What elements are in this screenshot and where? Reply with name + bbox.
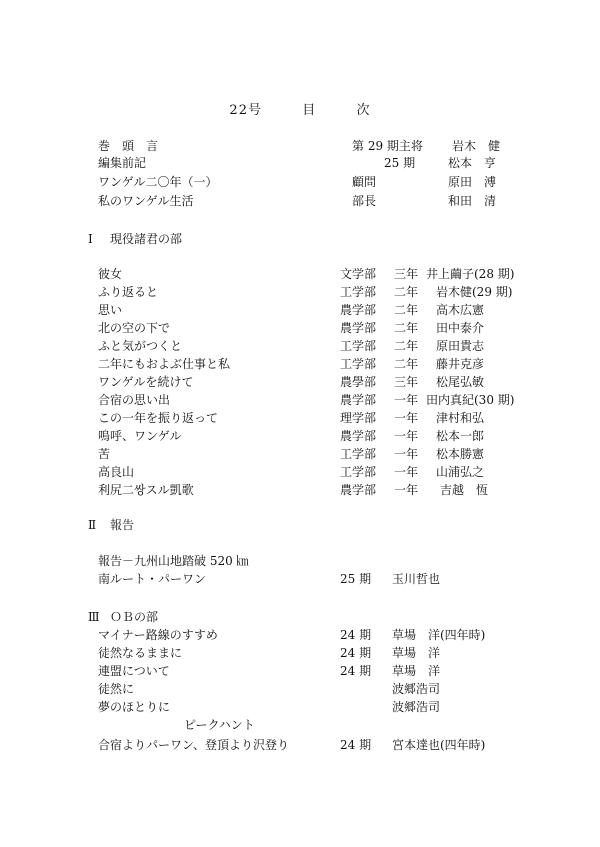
section-title: 報告 [110, 518, 135, 532]
entry-author: 草場 洋(四年時) [392, 628, 486, 642]
title-word-2: 次 [356, 103, 371, 118]
section-heading [88, 611, 158, 623]
entry-title: ふと気がつくと [98, 339, 183, 353]
entry-author: 田中泰介 [436, 321, 485, 335]
entry-affiliation: 24 期 [340, 628, 372, 642]
entry-author: 山浦弘之 [436, 465, 485, 479]
entry-year: 三年 [394, 375, 419, 389]
entry-title: 報告－九州山地踏破 520 ㎞ [98, 554, 249, 568]
toc-entry [0, 555, 600, 571]
entry-department: 農学部 [340, 393, 377, 407]
entry-department: 工学部 [340, 465, 377, 479]
section-numeral: Ⅲ [88, 610, 100, 624]
toc-entry [0, 665, 600, 681]
toc-entry [0, 304, 600, 320]
entry-department: 工学部 [340, 285, 377, 299]
entry-author: 岩木健(29 期) [436, 285, 513, 299]
toc-entry [0, 466, 600, 482]
entry-author: 松尾弘敏 [436, 375, 485, 389]
toc-entry-subtitle [0, 719, 600, 735]
entry-year: 二年 [394, 357, 419, 371]
toc-entry [0, 739, 600, 755]
entry-affiliation: 24 期 [340, 738, 372, 752]
entry-title: 徒然に [98, 682, 135, 696]
entry-department: 理学部 [340, 411, 377, 425]
entry-department: 農学部 [340, 483, 377, 497]
toc-entry [0, 358, 600, 374]
entry-author: 田内真紀(30 期) [426, 393, 515, 407]
toc-entry [0, 412, 600, 428]
section-title: 現役諸君の部 [110, 232, 183, 246]
entry-affiliation: 第 29 期主将 [352, 139, 423, 153]
entry-year: 一年 [394, 429, 419, 443]
entry-author: 宮本達也(四年時) [392, 738, 486, 752]
toc-entry [0, 268, 600, 284]
entry-title: ワンゲル二〇年（一） [98, 175, 218, 189]
toc-entry [0, 176, 600, 192]
section-title: ＯＢの部 [110, 610, 159, 624]
entry-title: ピークハント [184, 718, 255, 732]
toc-entry [0, 629, 600, 645]
entry-title: 巻 頭 言 [98, 139, 159, 153]
entry-title: 二年にもおよぶ仕事と私 [98, 357, 231, 371]
entry-title: 南ルート・パーワン [98, 572, 207, 586]
entry-author: 松本一郎 [436, 429, 485, 443]
entry-title: 北の空の下で [98, 321, 171, 335]
toc-entry [0, 573, 600, 589]
entry-title: 夢のほとりに [98, 700, 171, 714]
entry-affiliation: 部長 [352, 194, 377, 208]
toc-entry [0, 683, 600, 699]
title-word-1: 目 [302, 103, 317, 118]
entry-title: ワンゲルを続けて [98, 375, 194, 389]
entry-department: 工学部 [340, 357, 377, 371]
entry-year: 一年 [394, 447, 419, 461]
entry-title: 彼女 [98, 267, 123, 281]
entry-year: 一年 [394, 411, 419, 425]
entry-department: 工学部 [340, 339, 377, 353]
toc-entry [0, 140, 600, 156]
entry-title: この一年を振り返って [98, 411, 219, 425]
entry-author: 井上繭子(28 期) [426, 267, 515, 281]
toc-entry [0, 701, 600, 717]
section-heading [88, 519, 134, 531]
toc-title [0, 104, 600, 117]
section-numeral: Ⅰ [88, 232, 93, 246]
entry-affiliation: 24 期 [340, 664, 372, 678]
entry-author: 松本 亨 [448, 156, 497, 170]
entry-title: 私のワンゲル生活 [98, 194, 194, 208]
entry-year: 一年 [394, 465, 419, 479]
entry-year: 一年 [394, 483, 419, 497]
toc-entry [0, 448, 600, 464]
entry-title: 徒然なるままに [98, 646, 183, 660]
entry-author: 原田貴志 [436, 339, 485, 353]
entry-author: 玉川哲也 [392, 572, 441, 586]
entry-title: 合宿よりパーワン、登頂より沢登り [98, 738, 290, 752]
entry-author: 松本勝憲 [436, 447, 485, 461]
toc-entry [0, 340, 600, 356]
entry-title: 思い [98, 303, 123, 317]
toc-entry [0, 430, 600, 446]
entry-author: 高木広憲 [436, 303, 485, 317]
entry-title: 編集前記 [98, 156, 147, 170]
entry-year: 二年 [394, 285, 419, 299]
section-numeral: Ⅱ [88, 518, 97, 532]
entry-author: 吉越 恆 [440, 483, 489, 497]
entry-author: 波郷浩司 [392, 700, 441, 714]
entry-author: 波郷浩司 [392, 682, 441, 696]
entry-title: 高良山 [98, 465, 135, 479]
section-heading [88, 233, 182, 245]
entry-author: 岩木 健 [452, 139, 501, 153]
entry-department: 農學部 [340, 375, 377, 389]
entry-author: 和田 清 [448, 194, 497, 208]
entry-title: ふり返ると [98, 285, 159, 299]
entry-author: 津村和弘 [436, 411, 485, 425]
entry-department: 農学部 [340, 429, 377, 443]
issue-number: 22号 [229, 103, 262, 118]
entry-year: 二年 [394, 303, 419, 317]
entry-department: 農学部 [340, 321, 377, 335]
entry-author: 草場 洋 [392, 646, 441, 660]
entry-year: 三年 [394, 267, 419, 281]
toc-entry [0, 286, 600, 302]
toc-entry [0, 376, 600, 392]
entry-year: 一年 [394, 393, 419, 407]
entry-department: 文学部 [340, 267, 377, 281]
entry-author: 草場 洋 [392, 664, 441, 678]
entry-department: 工学部 [340, 447, 377, 461]
toc-entry [0, 157, 600, 173]
entry-title: 苦 [98, 447, 111, 461]
entry-title: 利尻二쌍スル凱歌 [98, 483, 194, 497]
entry-title: 合宿の思い出 [98, 393, 171, 407]
entry-title: マイナー路線のすすめ [98, 628, 218, 642]
entry-title: 連盟について [98, 664, 170, 678]
entry-year: 二年 [394, 321, 419, 335]
entry-affiliation: 25 期 [340, 572, 372, 586]
entry-department: 農学部 [340, 303, 377, 317]
entry-affiliation: 顧問 [352, 175, 377, 189]
toc-entry [0, 647, 600, 663]
toc-entry [0, 322, 600, 338]
toc-entry [0, 394, 600, 410]
entry-affiliation: 24 期 [340, 646, 372, 660]
entry-year: 二年 [394, 339, 419, 353]
toc-entry [0, 484, 600, 500]
entry-author: 原田 溥 [448, 175, 497, 189]
entry-affiliation: 25 期 [384, 156, 416, 170]
entry-title: 嗚呼、ワンゲル [98, 429, 182, 443]
entry-author: 藤井克彦 [436, 357, 485, 371]
toc-entry [0, 195, 600, 211]
